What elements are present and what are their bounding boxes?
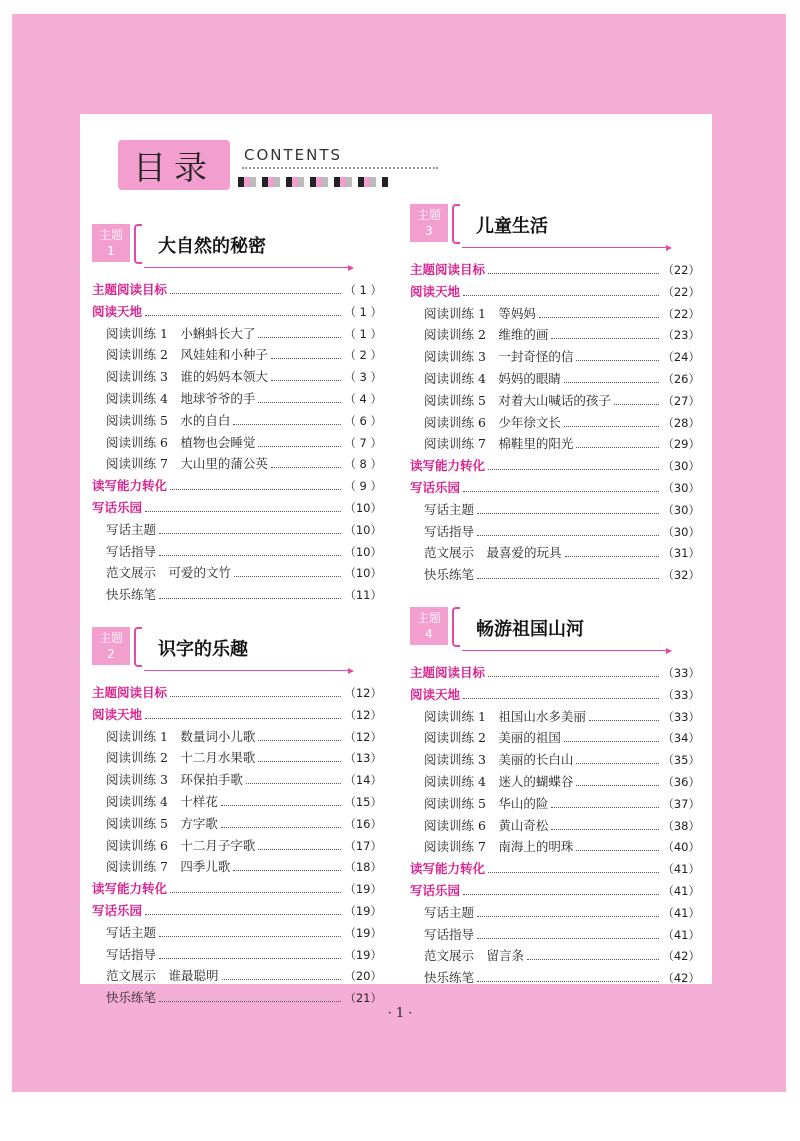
- entry-label: 阅读训练 1 等妈妈: [424, 305, 536, 321]
- toc-section: [410, 204, 700, 587]
- page-number: · 1 ·: [387, 1006, 413, 1021]
- theme-badge-number: 2: [107, 646, 115, 661]
- checker-ornament: [238, 177, 388, 187]
- dot-leader: [463, 894, 659, 895]
- contents-label: CONTENTS: [244, 146, 343, 164]
- entry-page: （42）: [662, 971, 700, 986]
- section-header: [92, 627, 382, 671]
- entry-page: （41）: [662, 883, 700, 898]
- entry-page: （33）: [662, 687, 700, 702]
- toc-entry[interactable]: [92, 748, 382, 770]
- dot-leader: [463, 491, 659, 492]
- header-dotted-rule: [242, 167, 438, 169]
- toc-entry[interactable]: [410, 304, 700, 326]
- section-header: [410, 204, 700, 248]
- dot-leader: [488, 273, 659, 274]
- section-header: [410, 607, 700, 651]
- toc-entry[interactable]: [410, 794, 700, 816]
- toc-entry[interactable]: [92, 520, 382, 542]
- toc-heading-entry[interactable]: [410, 456, 700, 478]
- entry-page: （12）: [344, 707, 382, 722]
- entry-label: 读写能力转化: [92, 478, 168, 494]
- theme-badge-label: 主题: [98, 228, 123, 242]
- toc-entry[interactable]: [410, 750, 700, 772]
- dot-leader: [170, 293, 341, 294]
- dot-leader: [576, 785, 659, 786]
- dot-leader: [258, 337, 341, 338]
- dot-leader: [221, 805, 341, 806]
- entry-page: （ 6 ）: [344, 413, 382, 428]
- entry-label: 写话指导: [424, 523, 475, 539]
- entry-label: 阅读训练 3 美丽的长白山: [424, 752, 574, 768]
- entry-page: （35）: [662, 753, 700, 768]
- entry-page: （40）: [662, 840, 700, 855]
- entry-label: 主题阅读目标: [410, 664, 486, 680]
- dot-leader: [159, 958, 341, 959]
- dot-leader: [564, 382, 659, 383]
- entry-page: （23）: [662, 328, 700, 343]
- toc-entry[interactable]: [92, 727, 382, 749]
- entry-label: 写话指导: [424, 926, 475, 942]
- entry-page: （22）: [662, 284, 700, 299]
- entry-label: 阅读训练 7 四季儿歌: [106, 859, 231, 875]
- entry-page: （ 4 ）: [344, 391, 382, 406]
- theme-badge: [92, 627, 130, 665]
- toc-heading-entry[interactable]: [410, 663, 700, 685]
- dot-leader: [159, 936, 341, 937]
- entry-page: （36）: [662, 774, 700, 789]
- entry-label: 阅读训练 4 迷人的蝴蝶谷: [424, 773, 574, 789]
- entry-label: 范文展示 留言条: [424, 948, 525, 964]
- section-header: [92, 224, 382, 268]
- entry-label: 读写能力转化: [92, 881, 168, 897]
- entry-label: 快乐练笔: [424, 567, 475, 583]
- entry-page: （18）: [344, 860, 382, 875]
- dot-leader: [145, 914, 341, 915]
- entry-page: （10）: [344, 566, 382, 581]
- entry-label: 阅读天地: [410, 686, 461, 702]
- dot-leader: [477, 981, 659, 982]
- dot-leader: [271, 467, 341, 468]
- theme-badge-label: 主题: [416, 208, 441, 222]
- entry-page: （16）: [344, 816, 382, 831]
- entry-page: （41）: [662, 905, 700, 920]
- theme-badge-label: 主题: [416, 610, 441, 625]
- dot-leader: [170, 696, 341, 697]
- dot-leader: [170, 489, 341, 490]
- toc-entry[interactable]: [410, 707, 700, 729]
- entry-page: （ 1 ）: [344, 283, 382, 297]
- toc-entry[interactable]: [92, 923, 382, 945]
- toc-section: [92, 627, 382, 1010]
- entry-label: 写话主题: [424, 501, 475, 517]
- toc-entry[interactable]: [92, 814, 382, 836]
- entry-page: （10）: [344, 544, 382, 559]
- entry-page: （29）: [662, 437, 700, 452]
- entry-page: （ 9 ）: [344, 479, 382, 494]
- toc-heading-entry[interactable]: [410, 260, 700, 282]
- dot-leader: [539, 317, 659, 318]
- theme-badge-label: 主题: [98, 630, 123, 645]
- entry-page: （28）: [662, 415, 700, 430]
- entry-label: 阅读训练 6 植物也会睡觉: [106, 434, 256, 450]
- toc-entry[interactable]: [410, 391, 700, 413]
- entry-label: 阅读训练 3 谁的妈妈本领大: [106, 369, 268, 385]
- arrow-head-icon: [348, 668, 354, 674]
- entry-page: （32）: [662, 568, 700, 583]
- entry-page: （42）: [662, 949, 700, 964]
- toc-heading-entry[interactable]: [410, 881, 700, 903]
- dot-leader: [170, 892, 341, 893]
- entry-page: （ 1 ）: [344, 304, 382, 319]
- entry-page: （41）: [662, 927, 700, 942]
- theme-badge-number: 1: [107, 244, 115, 258]
- toc-entry[interactable]: [410, 413, 700, 435]
- bracket-decoration: [452, 204, 460, 244]
- toc-entry[interactable]: [410, 369, 700, 391]
- entry-page: （41）: [662, 862, 700, 877]
- dot-leader: [614, 404, 659, 405]
- bracket-decoration: [134, 224, 142, 264]
- entry-label: 主题阅读目标: [92, 282, 168, 297]
- entry-page: （21）: [344, 991, 382, 1006]
- entry-label: 阅读训练 6 少年徐文长: [424, 414, 561, 430]
- entry-label: 快乐练笔: [424, 970, 475, 986]
- toc-heading-entry[interactable]: [410, 282, 700, 304]
- toc-entry[interactable]: [92, 345, 382, 367]
- toc-heading-entry[interactable]: [410, 859, 700, 881]
- toc-column-right: [410, 204, 700, 1010]
- dot-leader: [258, 446, 341, 447]
- entry-label: 写话乐园: [410, 882, 461, 898]
- entry-label: 阅读训练 2 十二月水果歌: [106, 750, 256, 766]
- entry-label: 写话指导: [106, 543, 157, 559]
- dot-leader: [488, 872, 659, 873]
- dot-leader: [233, 424, 341, 425]
- entry-page: （17）: [344, 838, 382, 853]
- entry-page: （30）: [662, 502, 700, 517]
- toc-entry[interactable]: [410, 728, 700, 750]
- toc-heading-entry[interactable]: [92, 683, 382, 705]
- entry-label: 写话主题: [106, 924, 157, 940]
- dot-leader: [576, 360, 659, 361]
- dot-leader: [564, 426, 659, 427]
- dot-leader: [477, 513, 659, 514]
- bracket-decoration: [134, 627, 142, 667]
- entry-page: （ 1 ）: [344, 326, 382, 341]
- entry-label: 阅读训练 6 黄山奇松: [424, 817, 549, 833]
- entry-page: （19）: [344, 882, 382, 897]
- toc-entry[interactable]: [410, 925, 700, 947]
- entry-label: 读写能力转化: [410, 458, 486, 474]
- theme-badge: [410, 204, 448, 242]
- bracket-decoration: [452, 607, 460, 647]
- dot-leader: [258, 402, 341, 403]
- dot-leader: [576, 850, 659, 851]
- entry-page: （12）: [344, 729, 382, 744]
- entry-label: 阅读天地: [92, 303, 143, 319]
- entry-label: 主题阅读目标: [92, 684, 168, 700]
- dot-leader: [551, 807, 659, 808]
- theme-badge-number: 4: [425, 626, 433, 641]
- entry-page: （11）: [344, 588, 382, 603]
- dot-leader: [463, 698, 659, 699]
- entry-page: （ 2 ）: [344, 348, 382, 363]
- toc-entry[interactable]: [410, 946, 700, 968]
- toc-entry[interactable]: [92, 857, 382, 879]
- dot-leader: [551, 338, 659, 339]
- dot-leader: [488, 469, 659, 470]
- entry-page: （12）: [344, 685, 382, 700]
- entry-label: 阅读训练 6 十二月子字歌: [106, 837, 256, 853]
- dot-leader: [246, 783, 341, 784]
- toc-page: [80, 114, 712, 1006]
- toc-entry[interactable]: [410, 772, 700, 794]
- arrow-rule: [462, 650, 668, 651]
- toc-entry[interactable]: [410, 347, 700, 369]
- entry-page: （ 3 ）: [344, 370, 382, 385]
- entry-page: （37）: [662, 796, 700, 811]
- entry-page: （31）: [662, 546, 700, 561]
- dot-leader: [527, 959, 659, 960]
- entry-label: 范文展示 谁最聪明: [106, 968, 219, 984]
- dot-leader: [576, 447, 659, 448]
- dot-leader: [271, 380, 341, 381]
- arrow-head-icon: [348, 265, 354, 271]
- entry-page: （ 7 ）: [344, 435, 382, 450]
- dot-leader: [477, 916, 659, 917]
- toc-entry[interactable]: [92, 454, 382, 476]
- arrow-rule: [144, 267, 350, 268]
- entry-page: （26）: [662, 371, 700, 386]
- dot-leader: [477, 535, 659, 536]
- entry-label: 范文展示 最喜爱的玩具: [424, 545, 562, 561]
- toc-entry[interactable]: [92, 770, 382, 792]
- entry-label: 阅读训练 7 大山里的蒲公英: [106, 456, 268, 472]
- theme-badge-number: 3: [425, 224, 433, 238]
- entry-label: 阅读训练 3 一封奇怪的信: [424, 349, 574, 365]
- toc-entry[interactable]: [92, 389, 382, 411]
- toc-heading-entry[interactable]: [92, 498, 382, 520]
- toc-entry[interactable]: [92, 966, 382, 988]
- entry-label: 主题阅读目标: [410, 262, 486, 277]
- dot-leader: [488, 676, 659, 677]
- entry-label: 阅读训练 7 棉鞋里的阳光: [424, 436, 574, 452]
- dot-leader: [221, 827, 341, 828]
- toc-heading-entry[interactable]: [92, 705, 382, 727]
- toc-entry[interactable]: [410, 543, 700, 565]
- entry-label: 阅读训练 5 方字歌: [106, 815, 218, 831]
- toc-entry[interactable]: [410, 434, 700, 456]
- entry-label: 阅读训练 7 南海上的明珠: [424, 839, 574, 855]
- arrow-head-icon: [666, 245, 672, 251]
- dot-leader: [159, 1001, 341, 1002]
- toc-heading-entry[interactable]: [92, 280, 382, 302]
- entry-label: 写话乐园: [92, 499, 143, 515]
- entry-page: （14）: [344, 773, 382, 788]
- entry-label: 写话乐园: [92, 902, 143, 918]
- dot-leader: [589, 720, 659, 721]
- dot-leader: [477, 938, 659, 939]
- dot-leader: [159, 533, 341, 534]
- entry-label: 读写能力转化: [410, 861, 486, 877]
- toc-entry[interactable]: [410, 837, 700, 859]
- dot-leader: [258, 849, 341, 850]
- toc-heading-entry[interactable]: [410, 685, 700, 707]
- entry-page: （15）: [344, 794, 382, 809]
- toc-entry[interactable]: [410, 816, 700, 838]
- dot-leader: [258, 761, 341, 762]
- entry-label: 阅读训练 1 祖国山水多美丽: [424, 708, 586, 724]
- entry-label: 写话主题: [106, 521, 157, 537]
- theme-badge: [92, 224, 130, 262]
- toc-entry[interactable]: [92, 433, 382, 455]
- dot-leader: [463, 295, 659, 296]
- entry-label: 阅读训练 2 维维的画: [424, 327, 549, 343]
- toc-entry[interactable]: [92, 792, 382, 814]
- entry-label: 阅读训练 2 美丽的祖国: [424, 730, 561, 746]
- toc-column-left: [92, 224, 382, 1030]
- entry-label: 阅读训练 5 对着大山喊话的孩子: [424, 392, 611, 408]
- entry-page: （10）: [344, 500, 382, 515]
- dot-leader: [565, 556, 660, 557]
- dot-leader: [233, 870, 341, 871]
- entry-page: （19）: [344, 947, 382, 962]
- dot-leader: [564, 741, 659, 742]
- entry-page: （38）: [662, 818, 700, 833]
- toc-entry[interactable]: [410, 565, 700, 587]
- dot-leader: [145, 511, 341, 512]
- entry-page: （30）: [662, 524, 700, 539]
- toc-entry[interactable]: [410, 903, 700, 925]
- toc-entry[interactable]: [410, 500, 700, 522]
- dot-leader: [234, 576, 341, 577]
- toc-entry[interactable]: [92, 945, 382, 967]
- arrow-rule: [462, 247, 668, 248]
- entry-page: （10）: [344, 522, 382, 537]
- toc-entry[interactable]: [410, 522, 700, 544]
- dot-leader: [258, 740, 341, 741]
- dot-leader: [159, 598, 341, 599]
- toc-entry[interactable]: [410, 968, 700, 990]
- dot-leader: [477, 578, 659, 579]
- entry-label: 阅读训练 1 小蝌蚪长大了: [106, 325, 256, 341]
- toc-section: [92, 224, 382, 607]
- entry-label: 阅读训练 4 妈妈的眼睛: [424, 370, 561, 386]
- entry-label: 阅读训练 1 数量词小儿歌: [106, 728, 256, 744]
- toc-heading-entry[interactable]: [92, 476, 382, 498]
- entry-page: （13）: [344, 751, 382, 766]
- dot-leader: [159, 555, 341, 556]
- entry-label: 阅读训练 5 华山的险: [424, 795, 549, 811]
- toc-entry[interactable]: [92, 324, 382, 346]
- toc-entry[interactable]: [92, 411, 382, 433]
- entry-page: （20）: [344, 969, 382, 984]
- entry-label: 阅读天地: [92, 706, 143, 722]
- entry-label: 阅读训练 4 十样花: [106, 793, 218, 809]
- entry-label: 阅读训练 4 地球爷爷的手: [106, 390, 256, 406]
- entry-page: （30）: [662, 459, 700, 474]
- arrow-rule: [144, 670, 350, 671]
- toc-entry[interactable]: [92, 563, 382, 585]
- entry-label: 阅读训练 3 环保拍手歌: [106, 772, 243, 788]
- arrow-head-icon: [666, 648, 672, 654]
- entry-page: （30）: [662, 480, 700, 495]
- entry-page: （22）: [662, 306, 700, 321]
- toc-title: 目录: [118, 140, 230, 190]
- toc-heading-entry[interactable]: [92, 302, 382, 324]
- toc-section: [410, 607, 700, 990]
- theme-badge: [410, 607, 448, 645]
- toc-heading-entry[interactable]: [410, 478, 700, 500]
- section-title: 儿童生活: [476, 216, 548, 237]
- entry-label: 快乐练笔: [106, 990, 157, 1006]
- toc-heading-entry[interactable]: [92, 901, 382, 923]
- entry-page: （33）: [662, 709, 700, 724]
- dot-leader: [222, 979, 342, 980]
- entry-label: 写话主题: [424, 904, 475, 920]
- toc-header: [118, 140, 438, 196]
- entry-page: （27）: [662, 393, 700, 408]
- dot-leader: [271, 358, 341, 359]
- entry-page: （34）: [662, 731, 700, 746]
- toc-entry[interactable]: [92, 367, 382, 389]
- entry-page: （33）: [662, 665, 700, 680]
- entry-label: 写话指导: [106, 946, 157, 962]
- toc-entry[interactable]: [410, 325, 700, 347]
- entry-label: 阅读训练 5 水的自白: [106, 412, 231, 428]
- entry-page: （24）: [662, 350, 700, 365]
- dot-leader: [145, 718, 341, 719]
- dot-leader: [576, 763, 659, 764]
- entry-label: 阅读训练 2 风娃娃和小种子: [106, 347, 268, 363]
- toc-entry[interactable]: [92, 542, 382, 564]
- toc-entry[interactable]: [92, 585, 382, 607]
- entry-page: （ 8 ）: [344, 457, 382, 472]
- entry-label: 阅读天地: [410, 283, 461, 299]
- dot-leader: [551, 829, 659, 830]
- toc-entry[interactable]: [92, 836, 382, 858]
- entry-page: （22）: [662, 263, 700, 277]
- entry-label: 快乐练笔: [106, 587, 157, 603]
- section-title: 大自然的秘密: [158, 236, 266, 257]
- section-title: 识字的乐趣: [158, 638, 248, 660]
- entry-page: （19）: [344, 925, 382, 940]
- toc-heading-entry[interactable]: [92, 879, 382, 901]
- entry-page: （19）: [344, 903, 382, 918]
- entry-label: 写话乐园: [410, 479, 461, 495]
- dot-leader: [145, 315, 341, 316]
- entry-label: 范文展示 可爱的文竹: [106, 565, 232, 581]
- section-title: 畅游祖国山河: [476, 618, 584, 640]
